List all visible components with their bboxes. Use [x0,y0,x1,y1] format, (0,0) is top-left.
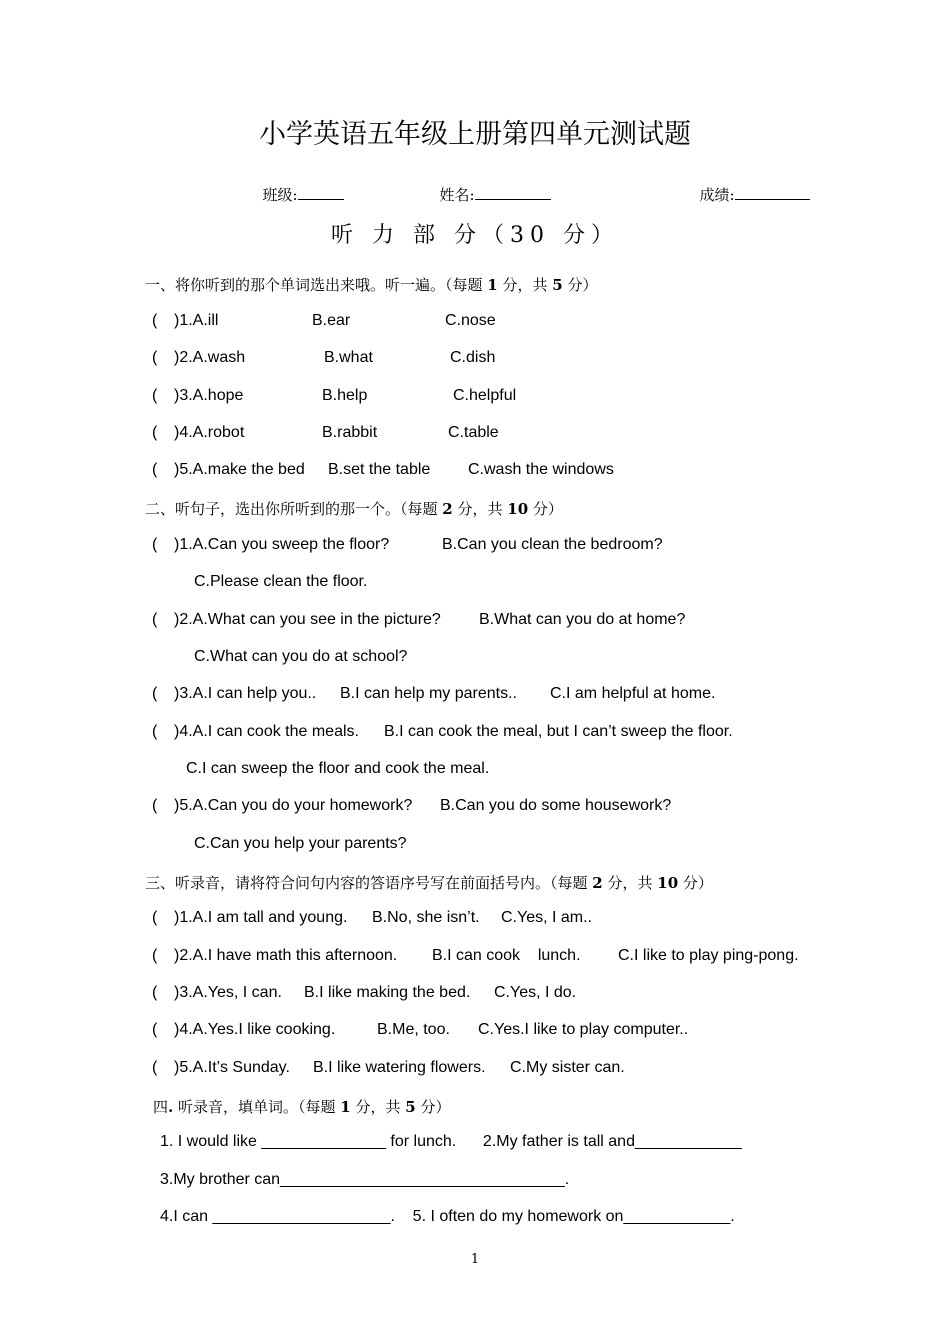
question-item: ( )4.A.robot [152,424,245,441]
option-c: C.My sister can. [510,1059,625,1076]
question-item: ( )5.A.make the bed [152,461,305,478]
score-field[interactable] [690,166,810,205]
question-item: ( )1.A.Can you sweep the floor? [152,536,390,553]
option-c: C.Can you help your parents? [194,835,407,852]
option-c: C.wash the windows [468,461,614,478]
option-b: B.I like watering flowers. [313,1059,486,1076]
option-b: B.I can cook the meal, but I can’t sweep the floor. [384,723,733,740]
question-item: ( )5.A.It’s Sunday. [152,1059,290,1076]
section-heading: 二、听句子，选出你所听到的那一个。（每题 2 分，共 10 分） [145,500,563,518]
option-c: C.I am helpful at home. [550,685,716,702]
option-b: B.Can you clean the bedroom? [442,536,663,553]
question-item: ( )4.A.I can cook the meals. [152,723,359,740]
fill-in-line[interactable]: 3.My brother can________________________________. [160,1171,570,1188]
score-blank[interactable] [735,185,810,200]
option-b: B.What can you do at home? [479,611,686,628]
question-item: ( )1.A.ill [152,312,219,329]
option-b: B.No, she isn’t. [372,909,480,926]
name-blank[interactable] [475,185,551,200]
option-b: B.what [324,349,373,366]
option-c: C.What can you do at school? [194,648,408,665]
option-c: C.Yes, I am.. [501,909,592,926]
question-item: ( )3.A.Yes, I can. [152,984,282,1001]
option-b: B.I can help my parents.. [340,685,517,702]
option-b: B.rabbit [322,424,378,441]
class-label: 班级: [262,186,298,204]
option-c: C.Yes.I like to play computer.. [478,1021,689,1038]
section-heading: 三、听录音，请将符合问句内容的答语序号写在前面括号内。（每题 2 分，共 10 分） [145,874,713,892]
section-heading: 四. 听录音，填单词。（每题 1 分，共 5 分） [153,1098,451,1116]
option-c: C.Yes, I do. [494,984,577,1001]
fill-in-line[interactable]: 1. I would like ______________ for lunch. 2.My father is tall and____________ [160,1133,742,1150]
name-field[interactable] [430,166,551,205]
option-b: B.I like making the bed. [304,984,471,1001]
question-item: ( )2.A.What can you see in the picture? [152,611,441,628]
question-item: ( )3.A.I can help you.. [152,685,317,702]
part-title: 听 力 部 分（30 分） [331,223,619,248]
class-field[interactable] [253,166,344,205]
option-c: C.Please clean the floor. [194,573,368,590]
question-item: ( )5.A.Can you do your homework? [152,797,413,814]
option-c: C.table [448,424,499,441]
option-c: C.dish [450,349,496,366]
option-b: B.Me, too. [377,1021,450,1038]
option-b: B.ear [312,312,351,329]
option-c: C.helpful [453,387,517,404]
option-b: B.Can you do some housework? [440,797,672,814]
question-item: ( )4.A.Yes.I like cooking. [152,1021,336,1038]
option-b: B.help [322,387,368,404]
class-blank[interactable] [298,185,344,200]
option-c: C.nose [445,312,496,329]
option-b: B.set the table [328,461,431,478]
name-label: 姓名: [439,186,475,204]
question-item: ( )2.A.I have math this afternoon. [152,947,398,964]
option-c: C.I like to play ping-pong. [618,947,799,964]
fill-in-line[interactable]: 4.I can ____________________. 5. I often do my homework on____________. [160,1208,735,1225]
option-b: B.I can cook lunch. [432,947,581,964]
question-item: ( )3.A.hope [152,387,244,404]
page-title: 小学英语五年级上册第四单元测试题 [259,119,691,150]
score-label: 成绩: [699,186,735,204]
question-item: ( )1.A.I am tall and young. [152,909,348,926]
option-c: C.I can sweep the floor and cook the meal. [186,760,490,777]
section-heading: 一、将你听到的那个单词选出来哦。听一遍。（每题 1 分，共 5 分） [145,276,598,294]
page-number: 1 [470,1252,480,1267]
question-item: ( )2.A.wash [152,349,246,366]
